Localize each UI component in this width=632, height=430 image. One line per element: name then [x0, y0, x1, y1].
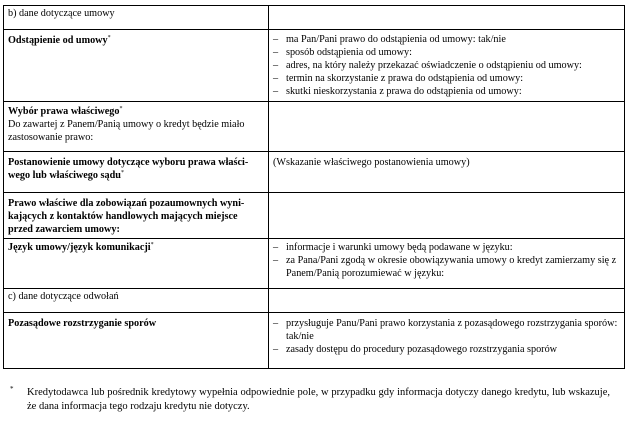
section-row-contract-data	[4, 6, 625, 30]
empty-cell	[269, 289, 625, 313]
list-item: – skutki nieskorzystania z prawa do odstąpienia od umowy:	[273, 85, 620, 98]
label-cell	[4, 152, 269, 193]
section-row-complaints	[4, 289, 625, 313]
asterisk-mark: *	[119, 106, 123, 112]
clause-title-line2: wego lub właściwego sądu	[8, 170, 121, 181]
list-item: – sposób odstąpienia od umowy:	[273, 46, 620, 59]
list-item: – informacje i warunki umowy będą podawane w języku:	[273, 241, 620, 254]
empty-cell	[269, 193, 625, 239]
label-cell	[4, 102, 269, 152]
row-adr	[4, 313, 625, 369]
label-cell	[4, 239, 269, 289]
value-cell	[269, 30, 625, 102]
list-item: – termin na skorzystanie z prawa do odstąpienia od umowy:	[273, 72, 620, 85]
asterisk-mark: *	[150, 242, 154, 248]
noncontractual-line1: Prawo właściwe dla zobowiązań pozaumownych wyni-	[8, 198, 245, 209]
language-title: Język umowy/język komunikacji	[8, 242, 151, 253]
footnote	[10, 386, 610, 414]
value-cell	[269, 313, 625, 369]
clause-indication-text: (Wskazanie właściwego postanowienia umowy)	[273, 157, 470, 168]
adr-title: Pozasądowe rozstrzyganie sporów	[8, 318, 157, 329]
list-item: – ma Pan/Pani prawo do odstąpienia od umowy: tak/nie	[273, 33, 620, 46]
withdrawal-items	[273, 31, 620, 98]
list-item: – za Pana/Pani zgodą w okresie obowiązywania umowy o kredyt zamierzamy się z Panem/Panią porozumiewać w języku:	[273, 254, 620, 280]
empty-cell	[269, 102, 625, 152]
noncontractual-line3: przed zawarciem umowy:	[8, 224, 120, 235]
choice-of-law-text: Do zawartej z Panem/Panią umowy o kredyt będzie miało zastosowanie prawo:	[8, 119, 245, 143]
row-non-contractual-law	[4, 193, 625, 239]
label-cell	[4, 30, 269, 102]
empty-cell	[269, 6, 625, 30]
language-items	[273, 240, 620, 280]
asterisk-mark: *	[107, 35, 111, 41]
section-label-cell	[4, 6, 269, 30]
value-cell	[269, 152, 625, 193]
choice-of-law-title: Wybór prawa właściwego	[8, 106, 120, 117]
footnote-text: Kredytodawca lub pośrednik kredytowy wypełnia odpowiednie pole, w przypadku gdy informacja dotyczy danego kredytu, lub wskazuje, że dana informacja tego rodzaju kredytu nie dotyczy.	[27, 387, 610, 412]
row-choice-of-law	[4, 102, 625, 152]
value-cell	[269, 239, 625, 289]
information-form-table	[3, 5, 625, 369]
section-label-cell	[4, 289, 269, 313]
label-cell	[4, 193, 269, 239]
list-item: – zasady dostępu do procedury pozasądowego rozstrzygania sporów	[273, 343, 620, 356]
label-cell	[4, 313, 269, 369]
row-language	[4, 239, 625, 289]
clause-title-line1: Postanowienie umowy dotyczące wyboru prawa właści-	[8, 157, 249, 168]
noncontractual-line2: kających z kontaktów handlowych mających miejsce	[8, 211, 238, 222]
asterisk-mark: *	[120, 170, 124, 176]
list-item: – adres, na który należy przekazać oświadczenie o odstąpieniu od umowy:	[273, 59, 620, 72]
withdrawal-title: Odstąpienie od umowy	[8, 35, 108, 46]
row-withdrawal	[4, 30, 625, 102]
adr-items	[273, 314, 620, 356]
section-heading-complaints: c) dane dotyczące odwołań	[8, 291, 119, 302]
row-clause-choice	[4, 152, 625, 193]
section-heading-contract-data: b) dane dotyczące umowy	[8, 8, 115, 19]
footnote-mark: *	[10, 385, 14, 393]
list-item: – przysługuje Panu/Pani prawo korzystania z pozasądowego rozstrzygania sporów: tak/nie	[273, 317, 620, 343]
